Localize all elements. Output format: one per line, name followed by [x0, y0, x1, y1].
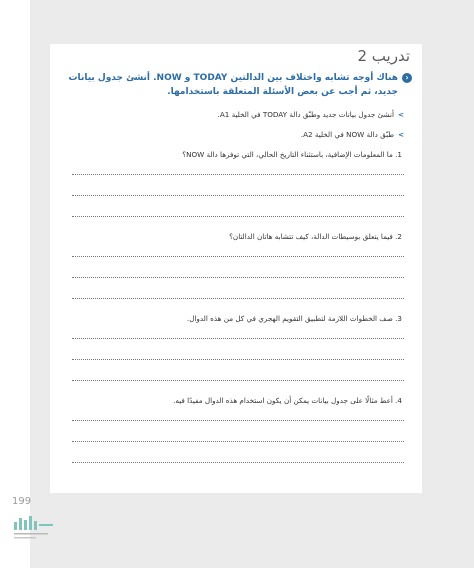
step-text: طبّق دالة NOW في الخلية A2. [300, 130, 394, 139]
answer-line[interactable] [72, 359, 404, 360]
step-item [301, 130, 404, 139]
answer-line[interactable] [72, 338, 404, 339]
chevron-right-icon: > [397, 130, 404, 139]
question-1: 1. ما المعلومات الإضافية، باستثناء التاريخ الحالي، التي توفرها دالة NOW؟ [182, 150, 402, 159]
ministry-logo-icon [12, 512, 60, 542]
question-3: 3. صف الخطوات اللازمة لتطبيق التقويم الهجري في كل من هذه الدوال. [186, 314, 402, 323]
answer-line[interactable] [72, 174, 404, 175]
step-text: أنشئ جدول بيانات جديد وطبّق دالة TODAY في الخلية A1. [217, 110, 394, 119]
question-2: 2. فيما يتعلق بوسيطات الدالة، كيف تتشابه هاتان الدالتان؟ [229, 232, 402, 241]
intro-text: هناك أوجه تشابه واختلاف بين الدالتين TODAY و NOW. أنشئ جدول بيانات جديد، ثم أجب عن بعض الأسئلة المتعلقة باستخدامها. [68, 73, 398, 97]
answer-line[interactable] [72, 380, 404, 381]
answer-line[interactable] [72, 277, 404, 278]
section-title: تدريب 2 [357, 47, 410, 65]
answer-line[interactable] [72, 195, 404, 196]
answer-line[interactable] [72, 256, 404, 257]
answer-line[interactable] [72, 462, 404, 463]
intro-paragraph [67, 71, 412, 99]
answer-line[interactable] [72, 420, 404, 421]
answer-line[interactable] [72, 216, 404, 217]
answer-line[interactable] [72, 441, 404, 442]
chevron-right-icon: > [397, 110, 404, 119]
page-number: 199 [12, 496, 32, 507]
answer-line[interactable] [72, 298, 404, 299]
question-4: 4. أعط مثالًا على جدول بيانات يمكن أن يكون استخدام هذه الدوال مفيدًا فيه. [173, 396, 402, 405]
exercise-sheet [50, 44, 422, 493]
chevron-left-icon: ‹ [402, 73, 412, 83]
step-item [218, 110, 404, 119]
